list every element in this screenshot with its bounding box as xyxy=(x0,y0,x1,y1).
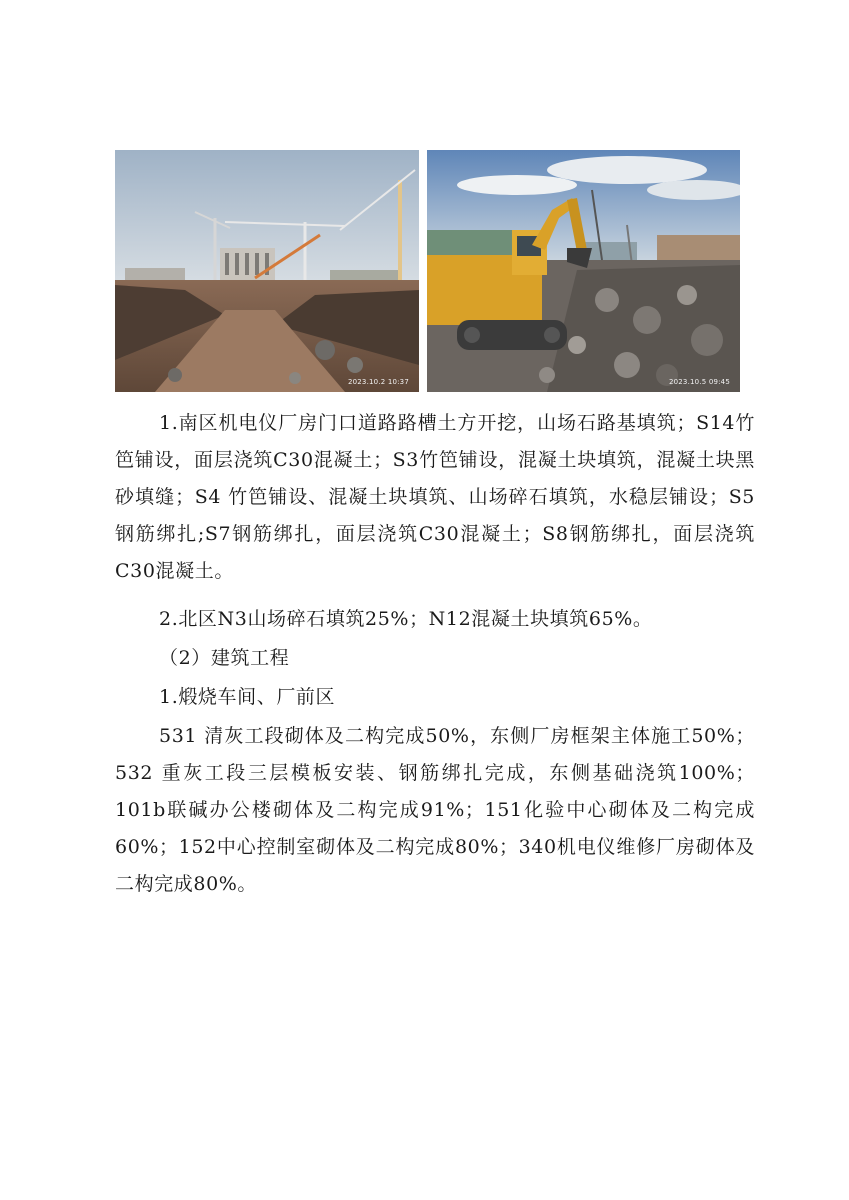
paragraph-north-area xyxy=(115,601,755,638)
paragraph-text: 2.北区N3山场碎石填筑25%；N12混凝土块填筑65%。 xyxy=(159,608,653,630)
paragraph-text: 531 清灰工段砌体及二构完成50%，东侧厂房框架主体施工50%；532 重灰工段三层模板安装、钢筋绑扎完成，东侧基础浇筑100%；101b联碱办公楼砌体及二构完成91%；151化验中心砌体及二构完成60%；152中心控制室砌体及二构完成80%；340机电仪维修厂房砌体及二构完成80%。 xyxy=(115,725,755,895)
trench-photo-graphic xyxy=(115,150,419,392)
construction-photo-trench xyxy=(115,150,419,392)
subheading-calcination-workshop xyxy=(115,679,755,716)
photo-timestamp-right: 2023.10.5 09:45 xyxy=(668,378,730,386)
construction-photo-excavator xyxy=(427,150,740,392)
subheading-text: 1.煅烧车间、厂前区 xyxy=(159,686,336,708)
photo-timestamp-left: 2023.10.2 10:37 xyxy=(347,378,409,386)
paragraph-text: 1.南区机电仪厂房门口道路路槽土方开挖，山场石路基填筑；S14竹笆铺设，面层浇筑C30混凝土；S3竹笆铺设，混凝土块填筑，混凝土块黑砂填缝；S4 竹笆铺设、混凝土块填筑、山场碎石填筑，水稳层铺设；S5钢筋绑扎;S7钢筋绑扎，面层浇筑C30混凝土；S8钢筋绑扎，面层浇筑C30混凝土。 xyxy=(115,412,755,582)
section-heading-building-works xyxy=(115,640,755,677)
excavator-photo-graphic xyxy=(427,150,740,392)
section-heading-text: （2）建筑工程 xyxy=(159,647,290,669)
paragraph-building-progress xyxy=(115,718,755,903)
paragraph-south-area-roads xyxy=(115,405,755,590)
